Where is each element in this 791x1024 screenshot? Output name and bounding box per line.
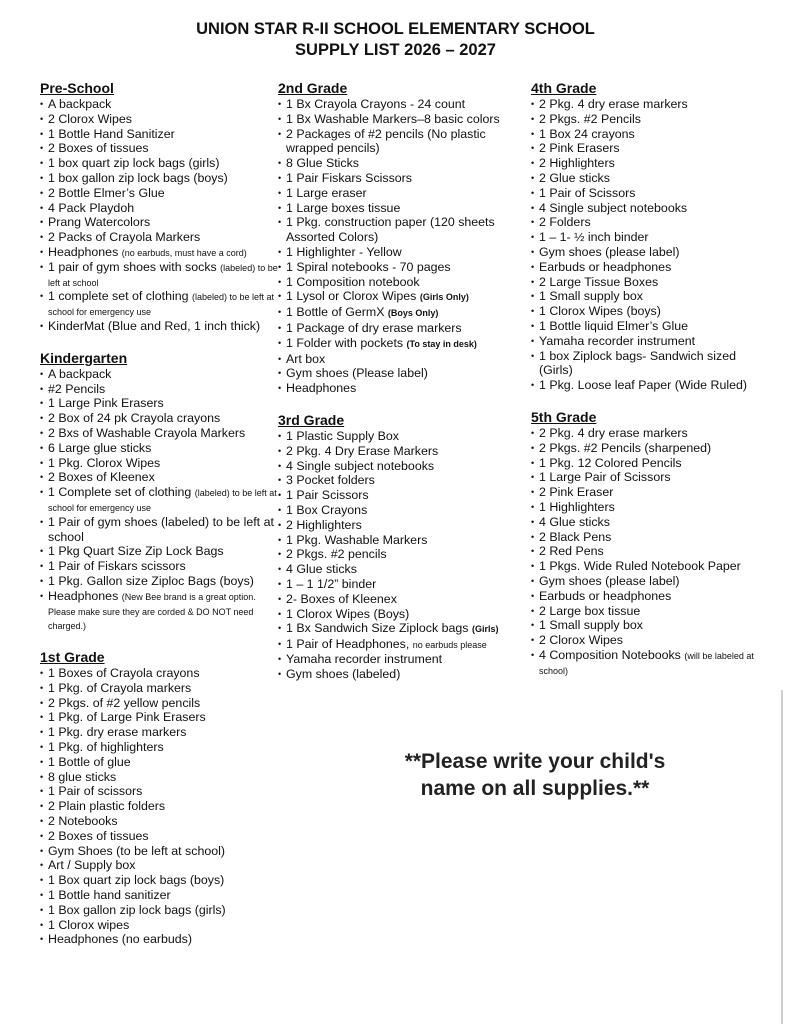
supply-item-text: 1 Bottle of GermX bbox=[286, 305, 388, 320]
supply-item bbox=[531, 275, 771, 290]
supply-item-text: 1 Clorox wipes bbox=[48, 917, 130, 932]
supply-item-text: Headphones bbox=[48, 244, 122, 259]
supply-item-text: Yamaha recorder instrument bbox=[539, 333, 696, 348]
supply-item-text: 1 Large Pink Erasers bbox=[48, 396, 164, 411]
supply-item-text: 8 Glue Sticks bbox=[286, 156, 359, 171]
reminder-line-2: name on all supplies.** bbox=[420, 777, 650, 800]
supply-item bbox=[278, 260, 528, 275]
supply-item bbox=[531, 245, 771, 260]
supply-item bbox=[278, 186, 528, 201]
supply-item bbox=[278, 289, 528, 305]
supply-list bbox=[531, 426, 771, 678]
column-3 bbox=[531, 80, 771, 693]
supply-item bbox=[531, 201, 771, 216]
supply-item-text: 3 Pocket folders bbox=[286, 473, 375, 488]
supply-item bbox=[531, 186, 771, 201]
supply-item bbox=[531, 319, 771, 334]
supply-item bbox=[531, 230, 771, 245]
page-edge-line bbox=[781, 690, 783, 1024]
supply-item-text: 1 Large eraser bbox=[286, 185, 367, 200]
supply-item-text: 2 Glue sticks bbox=[539, 170, 610, 185]
supply-item bbox=[40, 127, 280, 142]
supply-item-text: 1 Pair of Fiskars scissors bbox=[48, 559, 186, 574]
supply-list bbox=[278, 97, 528, 396]
supply-item-text: 1 Large Pair of Scissors bbox=[539, 470, 671, 485]
supply-item-text: 2 Large Tissue Boxes bbox=[539, 274, 659, 289]
supply-item-text: 1 Bottle liquid Elmer’s Glue bbox=[539, 318, 688, 333]
grade-section bbox=[40, 80, 280, 334]
supply-item-text: Prang Watercolors bbox=[48, 215, 151, 230]
supply-item bbox=[531, 141, 771, 156]
supply-item-text: 4 Pack Playdoh bbox=[48, 200, 135, 215]
supply-item bbox=[531, 97, 771, 112]
supply-item bbox=[531, 530, 771, 545]
supply-item-note: no earbuds please bbox=[412, 640, 487, 651]
supply-item bbox=[278, 275, 528, 290]
supply-item bbox=[531, 215, 771, 230]
supply-list bbox=[531, 97, 771, 393]
reminder-line-1: **Please write your child's bbox=[404, 750, 666, 773]
grade-section bbox=[40, 350, 280, 633]
supply-item-note: (will be labeled at school) bbox=[539, 650, 754, 676]
supply-item bbox=[278, 473, 528, 488]
supply-item-text: 4 Single subject notebooks bbox=[286, 458, 435, 473]
supply-item-text: 1 Bx Washable Markers–8 basic colors bbox=[286, 111, 500, 126]
supply-item bbox=[278, 652, 528, 667]
supply-item-text: #2 Pencils bbox=[48, 381, 106, 396]
supply-item-text: 1 Box Crayons bbox=[286, 502, 368, 517]
supply-item bbox=[531, 589, 771, 604]
supply-item-text: 1 complete set of clothing bbox=[48, 289, 192, 304]
supply-item bbox=[278, 444, 528, 459]
supply-item bbox=[278, 156, 528, 171]
supply-item-text: 2 Black Pens bbox=[539, 529, 612, 544]
supply-item bbox=[531, 648, 771, 678]
supply-item bbox=[278, 112, 528, 127]
supply-item-text: 2 Packages of #2 pencils (No plastic wrapped pencils) bbox=[286, 126, 486, 156]
supply-item-text: 2 Bxs of Washable Crayola Markers bbox=[48, 425, 246, 440]
supply-item-note: (no earbuds, must have a cord) bbox=[121, 247, 247, 258]
supply-item bbox=[278, 577, 528, 592]
supply-item bbox=[531, 559, 771, 574]
supply-item bbox=[278, 429, 528, 444]
supply-item bbox=[40, 903, 280, 918]
supply-item bbox=[278, 215, 528, 245]
supply-item bbox=[278, 381, 528, 396]
supply-item-text: 1 Spiral notebooks - 70 pages bbox=[286, 259, 451, 274]
supply-item-text: 2 Pink Eraser bbox=[539, 485, 614, 500]
supply-item-text: 4 Glue sticks bbox=[539, 514, 610, 529]
supply-item bbox=[40, 289, 280, 319]
supply-item-text: 1 Pair of gym shoes (labeled) to be left at school bbox=[48, 514, 274, 544]
supply-item bbox=[278, 366, 528, 381]
supply-item-text: 1 Clorox Wipes (Boys) bbox=[286, 606, 410, 621]
supply-item-note: (labeled) to be left at school for emergency use bbox=[48, 292, 275, 318]
supply-item-text: 2 Notebooks bbox=[48, 814, 118, 829]
grade-section bbox=[531, 80, 771, 393]
supply-item-text: 1 Composition notebook bbox=[286, 274, 420, 289]
grade-section bbox=[278, 412, 528, 682]
column-2 bbox=[278, 80, 528, 697]
document-title: UNION STAR R-II SCHOOL ELEMENTARY SCHOOL bbox=[196, 20, 595, 38]
column-1 bbox=[40, 80, 280, 963]
supply-item-text: 1 Pkg. of Large Pink Erasers bbox=[48, 710, 206, 725]
supply-item bbox=[278, 637, 528, 652]
supply-item bbox=[40, 112, 280, 127]
supply-item-text: 2 Bottle Elmer’s Glue bbox=[48, 185, 165, 200]
supply-item bbox=[40, 574, 280, 589]
supply-item bbox=[278, 171, 528, 186]
supply-item bbox=[40, 230, 280, 245]
supply-item bbox=[278, 488, 528, 503]
supply-item-text: 2 Clorox Wipes bbox=[539, 633, 624, 648]
supply-list bbox=[40, 666, 280, 947]
grade-section bbox=[278, 80, 528, 396]
supply-item-text: 1 Bx Sandwich Size Ziplock bags bbox=[286, 621, 472, 636]
supply-item-text: 1 Pair of Headphones, bbox=[286, 637, 413, 652]
supply-item-text: Headphones (no earbuds) bbox=[48, 932, 192, 947]
supply-item-text: 2 Large box tissue bbox=[539, 603, 641, 618]
supply-item-text: 1 Pair of scissors bbox=[48, 784, 143, 799]
supply-item-text: Gym shoes (please label) bbox=[539, 244, 680, 259]
supply-item-text: 2 Pkgs. #2 Pencils (sharpened) bbox=[539, 440, 712, 455]
supply-item bbox=[40, 932, 280, 947]
supply-item-text: 4 Single subject notebooks bbox=[539, 200, 688, 215]
grade-heading: Kindergarten bbox=[40, 349, 128, 366]
supply-item bbox=[278, 459, 528, 474]
supply-item bbox=[40, 814, 280, 829]
supply-item-text: 2 Clorox Wipes bbox=[48, 111, 133, 126]
supply-item bbox=[40, 97, 280, 112]
supply-item-text: 1 Pkgs. Wide Ruled Notebook Paper bbox=[539, 559, 741, 574]
supply-item bbox=[531, 171, 771, 186]
supply-item-text: 6 Large glue sticks bbox=[48, 440, 152, 455]
grade-heading: 5th Grade bbox=[531, 408, 597, 425]
supply-item bbox=[40, 544, 280, 559]
supply-item-text: 1 Pair Scissors bbox=[286, 488, 369, 503]
grade-heading: Pre-School bbox=[40, 80, 114, 96]
supply-item-text: 1 Box gallon zip lock bags (girls) bbox=[48, 902, 226, 917]
supply-item-text: 2- Boxes of Kleenex bbox=[286, 591, 397, 606]
supply-item bbox=[278, 245, 528, 260]
supply-item-text: 1 Pkg. Loose leaf Paper (Wide Ruled) bbox=[539, 378, 747, 393]
supply-item bbox=[40, 485, 280, 515]
grade-section bbox=[531, 409, 771, 678]
supply-item bbox=[40, 470, 280, 485]
supply-item bbox=[40, 426, 280, 441]
supply-item-text: 2 Pkg. 4 Dry Erase Markers bbox=[286, 443, 439, 458]
supply-item bbox=[40, 725, 280, 740]
supply-item bbox=[40, 456, 280, 471]
supply-item-text: Gym shoes (labeled) bbox=[286, 666, 401, 681]
supply-item-text: 2 Red Pens bbox=[539, 544, 604, 559]
supply-item bbox=[531, 304, 771, 319]
supply-item bbox=[40, 666, 280, 681]
supply-item bbox=[40, 873, 280, 888]
supply-item-text: 8 glue sticks bbox=[48, 769, 117, 784]
supply-item-text: 2 Pkg. 4 dry erase markers bbox=[539, 425, 688, 440]
supply-item-note: (Girls Only) bbox=[419, 292, 469, 303]
supply-item bbox=[40, 156, 280, 171]
reminder-note bbox=[370, 748, 700, 802]
supply-item-text: 1 Pkg. Gallon size Ziploc Bags (boys) bbox=[48, 573, 254, 588]
supply-item bbox=[531, 441, 771, 456]
supply-item bbox=[40, 844, 280, 859]
supply-item bbox=[278, 97, 528, 112]
supply-item bbox=[40, 888, 280, 903]
supply-item-note: (New Bee brand is a great option. Please make sure they are corded & DO NOT need charged.) bbox=[48, 591, 256, 632]
supply-item-note: (labeled) to be left at school bbox=[48, 262, 278, 288]
supply-item bbox=[278, 503, 528, 518]
supply-item-text: 1 Package of dry erase markers bbox=[286, 320, 462, 335]
supply-item bbox=[40, 770, 280, 785]
supply-item bbox=[278, 667, 528, 682]
supply-item bbox=[40, 696, 280, 711]
supply-item-text: 2 Pkg. 4 dry erase markers bbox=[539, 97, 688, 111]
supply-item bbox=[531, 260, 771, 275]
supply-item-note: (Girls) bbox=[471, 624, 499, 635]
supply-item-text: 1 Bottle Hand Sanitizer bbox=[48, 126, 175, 141]
supply-item-note: (To stay in desk) bbox=[406, 338, 477, 349]
supply-item-text: 2 Packs of Crayola Markers bbox=[48, 230, 201, 245]
supply-item-text: 4 Glue sticks bbox=[286, 562, 357, 577]
supply-item bbox=[40, 201, 280, 216]
supply-item bbox=[40, 755, 280, 770]
grade-heading: 2nd Grade bbox=[278, 80, 348, 96]
supply-item-text: Gym Shoes (to be left at school) bbox=[48, 843, 225, 858]
supply-item-text: 1 box Ziplock bags- Sandwich sized (Girls) bbox=[539, 348, 736, 378]
supply-item bbox=[531, 289, 771, 304]
supply-item-text: Earbuds or headphones bbox=[539, 588, 672, 603]
supply-item-text: 1 Pkg. of highlighters bbox=[48, 740, 164, 755]
supply-item bbox=[40, 589, 280, 633]
supply-item bbox=[40, 319, 280, 334]
supply-item-text: 1 Highlighter - Yellow bbox=[286, 244, 402, 259]
supply-item-text: 1 Box quart zip lock bags (boys) bbox=[48, 873, 225, 888]
supply-item-text: 2 Folders bbox=[539, 215, 591, 230]
grade-heading: 1st Grade bbox=[40, 649, 105, 666]
supply-item bbox=[278, 518, 528, 533]
supply-item bbox=[40, 141, 280, 156]
supply-item-text: 1 Plastic Supply Box bbox=[286, 428, 399, 443]
supply-item bbox=[531, 633, 771, 648]
supply-item bbox=[531, 127, 771, 142]
supply-item bbox=[531, 378, 771, 393]
supply-item-text: Gym shoes (please label) bbox=[539, 573, 680, 588]
supply-item-text: 1 – 1 1/2” binder bbox=[286, 576, 377, 591]
supply-item bbox=[40, 171, 280, 186]
supply-item-text: 1 Pkg. dry erase markers bbox=[48, 725, 187, 740]
supply-item-text: 1 Pair Fiskars Scissors bbox=[286, 170, 412, 185]
supply-item-text: Art box bbox=[286, 351, 326, 366]
supply-item-text: 1 Clorox Wipes (boys) bbox=[539, 304, 661, 319]
supply-item-text: 1 box quart zip lock bags (girls) bbox=[48, 156, 220, 171]
grade-heading: 4th Grade bbox=[531, 80, 597, 96]
supply-item-text: 1 Highlighters bbox=[539, 499, 615, 514]
supply-item bbox=[278, 352, 528, 367]
supply-item bbox=[531, 544, 771, 559]
supply-item-text: 1 Complete set of clothing bbox=[48, 485, 195, 500]
supply-item-text: 1 Bottle hand sanitizer bbox=[48, 888, 171, 903]
supply-item-text: 1 Pkg. construction paper (120 sheets Assorted Colors) bbox=[286, 215, 495, 245]
supply-item-note: (Boys Only) bbox=[387, 308, 439, 319]
supply-item-text: KinderMat (Blue and Red, 1 inch thick) bbox=[48, 318, 261, 333]
supply-item bbox=[40, 740, 280, 755]
supply-item bbox=[531, 485, 771, 500]
supply-item bbox=[40, 515, 280, 545]
supply-item-text: 1 Bottle of glue bbox=[48, 754, 131, 769]
grade-section bbox=[40, 649, 280, 947]
supply-item-text: 1 Pkg. Clorox Wipes bbox=[48, 455, 161, 470]
supply-item bbox=[40, 260, 280, 290]
supply-list bbox=[278, 429, 528, 682]
supply-item-text: Gym shoes (Please label) bbox=[286, 366, 428, 381]
supply-item-text: 1 Pkg Quart Size Zip Lock Bags bbox=[48, 544, 224, 559]
supply-item bbox=[531, 349, 771, 379]
supply-item bbox=[278, 621, 528, 637]
supply-item bbox=[278, 607, 528, 622]
supply-item-text: Yamaha recorder instrument bbox=[286, 651, 443, 666]
supply-item-text: Earbuds or headphones bbox=[539, 259, 672, 274]
supply-item bbox=[40, 681, 280, 696]
supply-item bbox=[531, 574, 771, 589]
supply-item-text: 1 box gallon zip lock bags (boys) bbox=[48, 170, 228, 185]
supply-item-text: 2 Highlighters bbox=[539, 156, 615, 171]
supply-item-text: Headphones bbox=[286, 381, 357, 396]
supply-list bbox=[40, 367, 280, 633]
supply-item-text: 2 Box of 24 pk Crayola crayons bbox=[48, 411, 221, 426]
supply-item-text: 1 Boxes of Crayola crayons bbox=[48, 666, 200, 681]
supply-item-text: 2 Highlighters bbox=[286, 517, 362, 532]
supply-item bbox=[278, 321, 528, 336]
supply-item bbox=[278, 201, 528, 216]
supply-item bbox=[531, 500, 771, 515]
supply-item-text: A backpack bbox=[48, 366, 112, 381]
supply-item-text: 1 Small supply box bbox=[539, 289, 643, 304]
supply-item bbox=[40, 559, 280, 574]
supply-item bbox=[278, 305, 528, 321]
document-subtitle: SUPPLY LIST 2026 – 2027 bbox=[295, 41, 496, 59]
supply-item bbox=[531, 618, 771, 633]
supply-item bbox=[278, 562, 528, 577]
supply-item bbox=[40, 829, 280, 844]
supply-item-text: 1 Small supply box bbox=[539, 618, 643, 633]
supply-item-text: 1 Bx Crayola Crayons - 24 count bbox=[286, 97, 466, 111]
supply-item bbox=[531, 515, 771, 530]
supply-item bbox=[40, 710, 280, 725]
supply-item-text: 2 Pkgs. #2 pencils bbox=[286, 547, 387, 562]
supply-item-text: 1 Large boxes tissue bbox=[286, 200, 401, 215]
supply-item bbox=[40, 382, 280, 397]
supply-item bbox=[531, 426, 771, 441]
supply-item bbox=[40, 799, 280, 814]
supply-item-text: 2 Pkgs. of #2 yellow pencils bbox=[48, 695, 201, 710]
supply-item-text: 1 – 1- ½ inch binder bbox=[539, 230, 649, 245]
supply-item bbox=[40, 367, 280, 382]
grade-heading: 3rd Grade bbox=[278, 411, 345, 428]
supply-item bbox=[40, 245, 280, 260]
supply-item-text: 1 Pkg. 12 Colored Pencils bbox=[539, 455, 682, 470]
supply-item bbox=[531, 156, 771, 171]
supply-item-text: 1 Lysol or Clorox Wipes bbox=[286, 289, 420, 304]
supply-item-text: Headphones bbox=[48, 588, 122, 603]
supply-item-text: 2 Boxes of tissues bbox=[48, 828, 149, 843]
supply-item bbox=[278, 127, 528, 157]
supply-item-text: 4 Composition Notebooks bbox=[539, 647, 685, 662]
supply-item-text: 1 Pkg. Washable Markers bbox=[286, 532, 428, 547]
supply-item bbox=[531, 112, 771, 127]
supply-item-text: Art / Supply box bbox=[48, 858, 136, 873]
supply-item bbox=[531, 604, 771, 619]
supply-list bbox=[40, 97, 280, 334]
supply-item bbox=[40, 441, 280, 456]
supply-item bbox=[40, 858, 280, 873]
supply-item-text: 2 Pink Erasers bbox=[539, 141, 620, 156]
supply-item bbox=[531, 470, 771, 485]
supply-item-text: 1 Box 24 crayons bbox=[539, 126, 635, 141]
supply-item-text: 2 Boxes of Kleenex bbox=[48, 470, 155, 485]
supply-item-note: (labeled) to be left at school for emergency use bbox=[48, 488, 277, 513]
supply-item-text: 2 Pkgs. #2 Pencils bbox=[539, 111, 641, 126]
supply-item-text: 1 Folder with pockets bbox=[286, 335, 407, 350]
supply-item bbox=[40, 396, 280, 411]
supply-item bbox=[40, 411, 280, 426]
supply-item-text: 2 Plain plastic folders bbox=[48, 799, 166, 814]
supply-item bbox=[278, 336, 528, 352]
supply-item-text: A backpack bbox=[48, 97, 112, 111]
supply-item bbox=[40, 784, 280, 799]
supply-item-text: 1 Pkg. of Crayola markers bbox=[48, 680, 192, 695]
supply-item bbox=[40, 186, 280, 201]
supply-item-text: 1 pair of gym shoes with socks bbox=[48, 259, 221, 274]
supply-item-text: 2 Boxes of tissues bbox=[48, 141, 149, 156]
supply-item bbox=[278, 592, 528, 607]
supply-item bbox=[531, 456, 771, 471]
supply-item bbox=[40, 918, 280, 933]
supply-item bbox=[278, 547, 528, 562]
supply-item bbox=[278, 533, 528, 548]
supply-item bbox=[40, 215, 280, 230]
supply-item bbox=[531, 334, 771, 349]
supply-item-text: 1 Pair of Scissors bbox=[539, 185, 636, 200]
